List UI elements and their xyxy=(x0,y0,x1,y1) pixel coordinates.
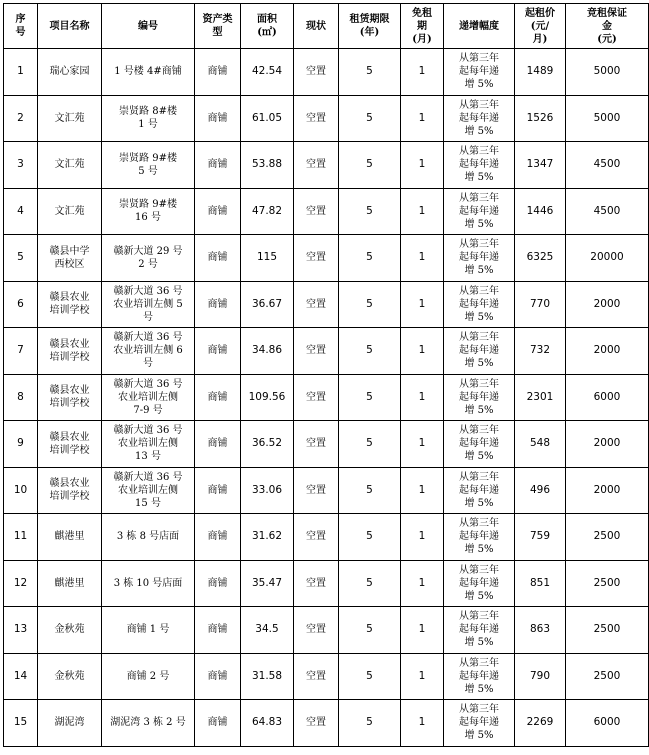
cell-term: 5 xyxy=(339,607,401,654)
cell-code: 赣新大道 36 号 农业培训左侧 13 号 xyxy=(102,421,195,468)
cell-price: 790 xyxy=(515,653,566,700)
cell-increase: 从第三年 起每年递 增 5% xyxy=(444,467,515,514)
cell-type: 商铺 xyxy=(195,421,241,468)
cell-deposit: 6000 xyxy=(566,700,649,747)
cell-project: 金秋苑 xyxy=(38,653,102,700)
header-project: 项目名称 xyxy=(38,4,102,49)
cell-deposit: 2000 xyxy=(566,328,649,375)
cell-area: 31.58 xyxy=(241,653,294,700)
header-free: 免租 期 (月) xyxy=(401,4,444,49)
cell-area: 47.82 xyxy=(241,188,294,235)
cell-term: 5 xyxy=(339,95,401,142)
cell-increase: 从第三年 起每年递 增 5% xyxy=(444,328,515,375)
cell-project: 赣县农业 培训学校 xyxy=(38,421,102,468)
cell-status: 空置 xyxy=(294,142,339,189)
cell-code: 崇贤路 9#楼 16 号 xyxy=(102,188,195,235)
cell-deposit: 2500 xyxy=(566,653,649,700)
cell-term: 5 xyxy=(339,328,401,375)
cell-status: 空置 xyxy=(294,235,339,282)
cell-price: 6325 xyxy=(515,235,566,282)
cell-term: 5 xyxy=(339,421,401,468)
header-increase: 递增幅度 xyxy=(444,4,515,49)
cell-increase: 从第三年 起每年递 增 5% xyxy=(444,421,515,468)
cell-code: 崇贤路 8#楼 1 号 xyxy=(102,95,195,142)
cell-type: 商铺 xyxy=(195,607,241,654)
cell-type: 商铺 xyxy=(195,235,241,282)
cell-free: 1 xyxy=(401,421,444,468)
cell-deposit: 2500 xyxy=(566,560,649,607)
header-code: 编号 xyxy=(102,4,195,49)
cell-no: 8 xyxy=(4,374,38,421)
cell-increase: 从第三年 起每年递 增 5% xyxy=(444,281,515,328)
cell-free: 1 xyxy=(401,653,444,700)
cell-increase: 从第三年 起每年递 增 5% xyxy=(444,514,515,561)
table-row xyxy=(4,514,649,561)
header-row xyxy=(4,4,649,49)
cell-code: 赣新大道 36 号 农业培训左侧 6 号 xyxy=(102,328,195,375)
cell-no: 12 xyxy=(4,560,38,607)
cell-type: 商铺 xyxy=(195,374,241,421)
cell-no: 2 xyxy=(4,95,38,142)
cell-type: 商铺 xyxy=(195,514,241,561)
cell-deposit: 5000 xyxy=(566,95,649,142)
cell-term: 5 xyxy=(339,560,401,607)
table-row xyxy=(4,560,649,607)
cell-project: 麒港里 xyxy=(38,514,102,561)
cell-free: 1 xyxy=(401,514,444,561)
cell-deposit: 20000 xyxy=(566,235,649,282)
cell-no: 6 xyxy=(4,281,38,328)
header-no: 序 号 xyxy=(4,4,38,49)
cell-code: 赣新大道 36 号 农业培训左侧 7-9 号 xyxy=(102,374,195,421)
cell-area: 35.47 xyxy=(241,560,294,607)
table-row xyxy=(4,188,649,235)
cell-status: 空置 xyxy=(294,188,339,235)
header-term: 租赁期限 (年) xyxy=(339,4,401,49)
cell-deposit: 2000 xyxy=(566,421,649,468)
cell-increase: 从第三年 起每年递 增 5% xyxy=(444,142,515,189)
cell-status: 空置 xyxy=(294,607,339,654)
cell-term: 5 xyxy=(339,467,401,514)
lease-table xyxy=(3,3,649,747)
cell-free: 1 xyxy=(401,49,444,96)
cell-free: 1 xyxy=(401,328,444,375)
cell-status: 空置 xyxy=(294,653,339,700)
cell-deposit: 4500 xyxy=(566,188,649,235)
cell-area: 34.86 xyxy=(241,328,294,375)
cell-free: 1 xyxy=(401,700,444,747)
cell-free: 1 xyxy=(401,235,444,282)
header-type: 资产类 型 xyxy=(195,4,241,49)
cell-project: 赣县农业 培训学校 xyxy=(38,281,102,328)
cell-status: 空置 xyxy=(294,281,339,328)
header-deposit: 竞租保证 金 (元) xyxy=(566,4,649,49)
cell-type: 商铺 xyxy=(195,653,241,700)
table-row xyxy=(4,421,649,468)
cell-price: 851 xyxy=(515,560,566,607)
cell-price: 770 xyxy=(515,281,566,328)
cell-no: 10 xyxy=(4,467,38,514)
cell-free: 1 xyxy=(401,560,444,607)
table-row xyxy=(4,235,649,282)
cell-area: 109.56 xyxy=(241,374,294,421)
cell-project: 麒港里 xyxy=(38,560,102,607)
cell-no: 7 xyxy=(4,328,38,375)
cell-increase: 从第三年 起每年递 增 5% xyxy=(444,374,515,421)
cell-status: 空置 xyxy=(294,467,339,514)
cell-code: 3 栋 10 号店面 xyxy=(102,560,195,607)
cell-no: 11 xyxy=(4,514,38,561)
cell-term: 5 xyxy=(339,142,401,189)
cell-code: 3 栋 8 号店面 xyxy=(102,514,195,561)
cell-term: 5 xyxy=(339,235,401,282)
header-price: 起租价 (元/ 月) xyxy=(515,4,566,49)
cell-project: 湖泥湾 xyxy=(38,700,102,747)
cell-price: 496 xyxy=(515,467,566,514)
cell-no: 13 xyxy=(4,607,38,654)
cell-no: 5 xyxy=(4,235,38,282)
cell-status: 空置 xyxy=(294,95,339,142)
cell-increase: 从第三年 起每年递 增 5% xyxy=(444,700,515,747)
cell-increase: 从第三年 起每年递 增 5% xyxy=(444,607,515,654)
cell-project: 瑞心家园 xyxy=(38,49,102,96)
cell-deposit: 5000 xyxy=(566,49,649,96)
cell-term: 5 xyxy=(339,700,401,747)
table-row xyxy=(4,700,649,747)
cell-project: 赣县农业 培训学校 xyxy=(38,328,102,375)
cell-code: 崇贤路 9#楼 5 号 xyxy=(102,142,195,189)
cell-type: 商铺 xyxy=(195,49,241,96)
cell-free: 1 xyxy=(401,374,444,421)
cell-project: 赣县农业 培训学校 xyxy=(38,467,102,514)
cell-project: 赣县中学 西校区 xyxy=(38,235,102,282)
cell-price: 1446 xyxy=(515,188,566,235)
cell-type: 商铺 xyxy=(195,560,241,607)
cell-type: 商铺 xyxy=(195,95,241,142)
cell-type: 商铺 xyxy=(195,328,241,375)
cell-price: 1489 xyxy=(515,49,566,96)
cell-project: 赣县农业 培训学校 xyxy=(38,374,102,421)
cell-status: 空置 xyxy=(294,328,339,375)
table-row xyxy=(4,607,649,654)
cell-project: 文汇苑 xyxy=(38,188,102,235)
table-row xyxy=(4,653,649,700)
cell-project: 金秋苑 xyxy=(38,607,102,654)
cell-increase: 从第三年 起每年递 增 5% xyxy=(444,49,515,96)
cell-area: 36.67 xyxy=(241,281,294,328)
cell-code: 赣新大道 36 号 农业培训左侧 15 号 xyxy=(102,467,195,514)
cell-no: 9 xyxy=(4,421,38,468)
cell-price: 759 xyxy=(515,514,566,561)
cell-free: 1 xyxy=(401,95,444,142)
cell-deposit: 2500 xyxy=(566,607,649,654)
cell-code: 商铺 1 号 xyxy=(102,607,195,654)
cell-increase: 从第三年 起每年递 增 5% xyxy=(444,653,515,700)
cell-status: 空置 xyxy=(294,421,339,468)
table-row xyxy=(4,467,649,514)
cell-status: 空置 xyxy=(294,49,339,96)
cell-project: 文汇苑 xyxy=(38,142,102,189)
cell-status: 空置 xyxy=(294,374,339,421)
table-row xyxy=(4,49,649,96)
cell-code: 商铺 2 号 xyxy=(102,653,195,700)
cell-area: 64.83 xyxy=(241,700,294,747)
cell-deposit: 2500 xyxy=(566,514,649,561)
cell-term: 5 xyxy=(339,653,401,700)
cell-area: 33.06 xyxy=(241,467,294,514)
header-status: 现状 xyxy=(294,4,339,49)
cell-deposit: 2000 xyxy=(566,467,649,514)
cell-status: 空置 xyxy=(294,560,339,607)
cell-area: 34.5 xyxy=(241,607,294,654)
cell-type: 商铺 xyxy=(195,467,241,514)
cell-type: 商铺 xyxy=(195,188,241,235)
table-row xyxy=(4,95,649,142)
cell-project: 文汇苑 xyxy=(38,95,102,142)
cell-area: 42.54 xyxy=(241,49,294,96)
cell-code: 赣新大道 29 号 2 号 xyxy=(102,235,195,282)
cell-area: 61.05 xyxy=(241,95,294,142)
cell-price: 2301 xyxy=(515,374,566,421)
cell-area: 53.88 xyxy=(241,142,294,189)
cell-no: 14 xyxy=(4,653,38,700)
cell-term: 5 xyxy=(339,281,401,328)
table-row xyxy=(4,328,649,375)
cell-price: 863 xyxy=(515,607,566,654)
cell-free: 1 xyxy=(401,467,444,514)
cell-term: 5 xyxy=(339,188,401,235)
table-row xyxy=(4,142,649,189)
cell-free: 1 xyxy=(401,607,444,654)
cell-term: 5 xyxy=(339,374,401,421)
cell-no: 15 xyxy=(4,700,38,747)
cell-term: 5 xyxy=(339,514,401,561)
cell-type: 商铺 xyxy=(195,281,241,328)
cell-increase: 从第三年 起每年递 增 5% xyxy=(444,560,515,607)
cell-price: 2269 xyxy=(515,700,566,747)
table-row xyxy=(4,281,649,328)
cell-status: 空置 xyxy=(294,700,339,747)
cell-code: 赣新大道 36 号 农业培训左侧 5 号 xyxy=(102,281,195,328)
cell-term: 5 xyxy=(339,49,401,96)
cell-price: 548 xyxy=(515,421,566,468)
cell-area: 36.52 xyxy=(241,421,294,468)
cell-increase: 从第三年 起每年递 增 5% xyxy=(444,235,515,282)
cell-price: 1526 xyxy=(515,95,566,142)
cell-free: 1 xyxy=(401,281,444,328)
cell-area: 31.62 xyxy=(241,514,294,561)
cell-type: 商铺 xyxy=(195,700,241,747)
cell-type: 商铺 xyxy=(195,142,241,189)
cell-price: 1347 xyxy=(515,142,566,189)
cell-increase: 从第三年 起每年递 增 5% xyxy=(444,188,515,235)
table-row xyxy=(4,374,649,421)
cell-increase: 从第三年 起每年递 增 5% xyxy=(444,95,515,142)
cell-no: 1 xyxy=(4,49,38,96)
cell-no: 3 xyxy=(4,142,38,189)
cell-deposit: 6000 xyxy=(566,374,649,421)
cell-code: 湖泥湾 3 栋 2 号 xyxy=(102,700,195,747)
cell-area: 115 xyxy=(241,235,294,282)
cell-free: 1 xyxy=(401,142,444,189)
header-area: 面积 (㎡) xyxy=(241,4,294,49)
cell-status: 空置 xyxy=(294,514,339,561)
cell-deposit: 4500 xyxy=(566,142,649,189)
cell-price: 732 xyxy=(515,328,566,375)
cell-code: 1 号楼 4#商铺 xyxy=(102,49,195,96)
cell-deposit: 2000 xyxy=(566,281,649,328)
cell-no: 4 xyxy=(4,188,38,235)
cell-free: 1 xyxy=(401,188,444,235)
